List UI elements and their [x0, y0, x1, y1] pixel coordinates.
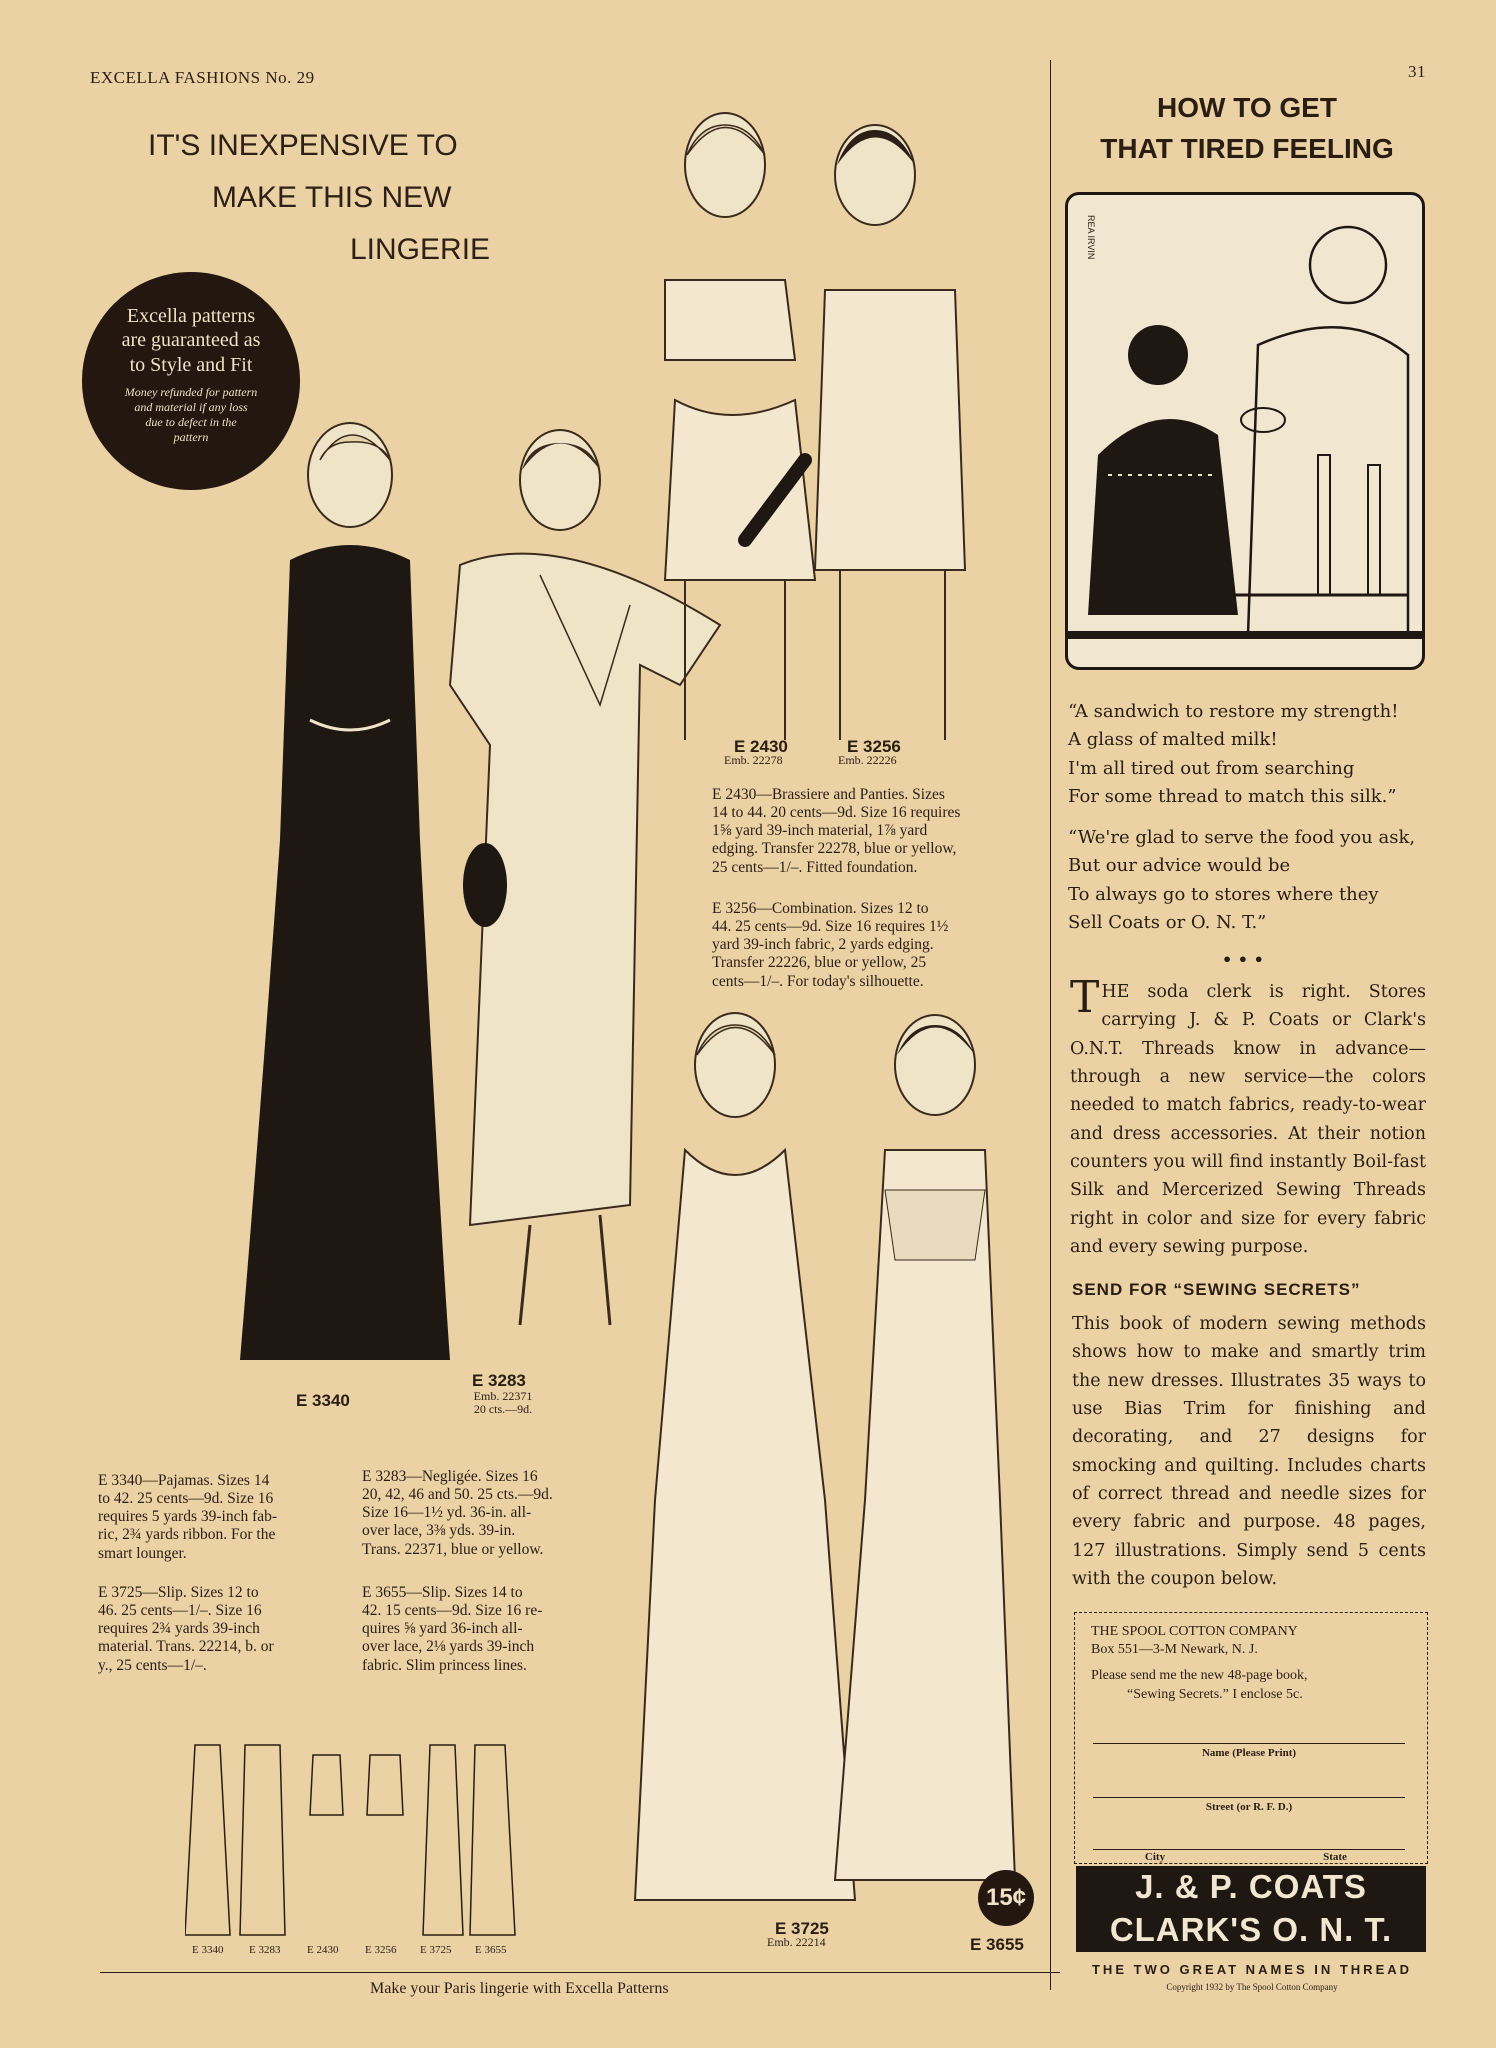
- brassiere-combination-illustration: [545, 100, 1045, 740]
- cartoon-drawing: [1068, 195, 1422, 667]
- city-label: City: [1144, 1851, 1166, 1863]
- desc-line: ric, 2¾ yards ribbon. For the: [98, 1526, 276, 1544]
- description-e3283: [362, 1468, 598, 1559]
- desc-line: edging. Transfer 22278, blue or yellow,: [712, 840, 957, 858]
- coupon-request-2: “Sewing Secrets.” I enclose 5c.: [1127, 1686, 1303, 1702]
- ad-body-text: HE soda clerk is right. Stores carrying J. & P. Coats or Clark's O.N.T. Threads know in advance—through a new service—the colors needed to match fabrics, ready-to-wear and dress accessories. At their notion counters you will find instantly Boil-fast Silk and Mercerized Sewing Threads right in color and size for every fabric and every sewing purpose.: [1070, 982, 1426, 1258]
- poem-line: “We're glad to serve the food you ask,: [1068, 827, 1416, 848]
- desc-line: 1⅝ yard 39-inch material, 1⅞ yard: [712, 822, 928, 840]
- brand-line-1: J. & P. COATS: [1135, 1868, 1367, 1905]
- figure-code-e3256: E 3256: [847, 737, 901, 756]
- coupon-box: Box 551—3-M Newark, N. J.: [1091, 1642, 1258, 1658]
- coupon-form: [1074, 1612, 1428, 1864]
- coupon-company: THE SPOOL COTTON COMPANY: [1091, 1624, 1298, 1639]
- ad-body-paragraph-1: [1070, 972, 1426, 1261]
- desc-line: material. Trans. 22214, b. or: [98, 1638, 274, 1656]
- brand-block: [1076, 1866, 1426, 1952]
- figure-e3283-price: 20 cts.—9d.: [473, 1401, 533, 1416]
- figure-e3283-emb: Emb. 22371: [473, 1389, 533, 1403]
- figure-e3725-emb: Emb. 22214: [767, 1935, 826, 1949]
- desc-line: y., 25 cents—1/–.: [98, 1656, 207, 1674]
- drop-cap: T: [1070, 972, 1100, 1023]
- desc-line: yard 39-inch fabric, 2 yards edging.: [712, 936, 934, 954]
- badge-fine-4: pattern: [173, 430, 209, 445]
- desc-line: E 3655—Slip. Sizes 14 to: [362, 1584, 523, 1601]
- description-e3725: [98, 1584, 336, 1675]
- desc-line: 20, 42, 46 and 50. 25 cts.—9d.: [362, 1486, 553, 1504]
- ad-copyright: Copyright 1932 by The Spool Cotton Company: [1166, 1982, 1338, 1992]
- desc-line: fabric. Slim princess lines.: [362, 1656, 527, 1674]
- thumb-label: E 3283: [249, 1944, 281, 1956]
- desc-line: 25 cents—1/–. Fitted foundation.: [712, 858, 918, 876]
- street-line[interactable]: [1093, 1797, 1405, 1798]
- figure-code-e3655: E 3655: [970, 1935, 1024, 1954]
- desc-line: 14 to 44. 20 cents—9d. Size 16 requires: [712, 804, 961, 822]
- desc-line: over lace, 2⅛ yards 39-inch: [362, 1638, 535, 1656]
- desc-line: 44. 25 cents—9d. Size 16 requires 1½: [712, 918, 949, 936]
- figure-e3283-details: [463, 1390, 543, 1415]
- desc-line: E 3725—Slip. Sizes 12 to: [98, 1584, 259, 1601]
- poem-line: I'm all tired out from searching: [1068, 757, 1355, 779]
- thumb-label: E 2430: [307, 1944, 339, 1956]
- badge-fine-3: due to defect in the: [145, 415, 237, 430]
- badge-line-3: to Style and Fit: [129, 353, 253, 376]
- figure-e3256-emb: Emb. 22226: [838, 753, 897, 767]
- state-label: State: [1323, 1851, 1347, 1863]
- price-badge: 15¢: [978, 1870, 1034, 1926]
- ad-headline-line-2: THAT TIRED FEELING: [1100, 132, 1394, 164]
- desc-line: Transfer 22226, blue or yellow, 25: [712, 954, 927, 972]
- figure-code-e3340: E 3340: [296, 1391, 350, 1410]
- poem-line: “A sandwich to restore my strength!: [1068, 701, 1399, 722]
- desc-line: E 3340—Pajamas. Sizes 14: [98, 1472, 270, 1489]
- poem-line: But our advice would be: [1068, 855, 1291, 877]
- desc-line: quires ⅝ yard 36-inch all-: [362, 1620, 523, 1638]
- page-number: 31: [1408, 62, 1426, 81]
- brand-line-2: CLARK'S O. N. T.: [1109, 1910, 1393, 1948]
- pattern-thumbnails: [185, 1735, 525, 1940]
- figure-code-e2430: E 2430: [734, 737, 788, 756]
- description-e3655: [362, 1584, 598, 1675]
- badge-line-2: are guaranteed as: [121, 329, 261, 352]
- ad-headline: [1062, 88, 1432, 169]
- poem-line: To always go to stores where they: [1068, 883, 1379, 905]
- ad-cartoon: [1065, 192, 1425, 670]
- slips-illustration: [615, 1000, 1035, 1960]
- thumb-label: E 3655: [475, 1944, 507, 1956]
- desc-line: E 3283—Negligée. Sizes 16: [362, 1468, 538, 1485]
- name-label: Name (Please Print): [1201, 1747, 1297, 1759]
- desc-line: 42. 15 cents—9d. Size 16 re-: [362, 1602, 543, 1620]
- poem-line: For some thread to match this silk.”: [1068, 785, 1397, 807]
- footer-text: Make your Paris lingerie with Excella Patterns: [370, 1980, 669, 1997]
- poem-line: Sell Coats or O. N. T.”: [1068, 911, 1267, 933]
- figure-code-e3283: E 3283: [472, 1371, 526, 1390]
- footer-rule: [100, 1972, 1060, 1973]
- desc-line: to 42. 25 cents—9d. Size 16: [98, 1490, 274, 1508]
- brand-tagline: THE TWO GREAT NAMES IN THREAD: [1091, 1962, 1413, 1977]
- name-line[interactable]: [1093, 1743, 1405, 1744]
- headline-line-1: IT'S INEXPENSIVE TO: [148, 129, 458, 162]
- headline-line-2: MAKE THIS NEW: [212, 181, 452, 214]
- description-e3256: [712, 900, 1030, 991]
- desc-line: requires 5 yards 39-inch fab-: [98, 1508, 278, 1526]
- badge-fine-1: Money refunded for pattern: [124, 385, 258, 400]
- ad-headline-line-1: HOW TO GET: [1157, 92, 1337, 123]
- street-label: Street (or R. F. D.): [1205, 1801, 1293, 1813]
- figure-e2430-emb: Emb. 22278: [724, 753, 783, 767]
- desc-line: cents—1/–. For today's silhouette.: [712, 972, 924, 990]
- thumb-label: E 3340: [192, 1944, 224, 1956]
- column-divider: [1050, 60, 1051, 1990]
- desc-line: requires 2¾ yards 39-inch: [98, 1620, 260, 1638]
- badge-line-1: Excella patterns: [126, 305, 256, 327]
- ad-separator-dots: • • •: [1222, 950, 1264, 969]
- coupon-request-1: Please send me the new 48-page book,: [1091, 1668, 1308, 1684]
- desc-line: E 3256—Combination. Sizes 12 to: [712, 900, 929, 917]
- thumb-label: E 3725: [420, 1944, 452, 1956]
- desc-line: smart lounger.: [98, 1544, 187, 1562]
- city-state-line[interactable]: [1093, 1849, 1405, 1850]
- description-e2430: [712, 786, 1030, 877]
- thumb-label: E 3256: [365, 1944, 397, 1956]
- desc-line: over lace, 3⅜ yds. 39-in.: [362, 1522, 516, 1540]
- badge-fine-2: and material if any loss: [134, 400, 248, 415]
- ad-poem-1: [1068, 698, 1438, 811]
- running-header: EXCELLA FASHIONS No. 29: [90, 68, 315, 87]
- headline-line-3: LINGERIE: [350, 233, 491, 266]
- figure-code-e3725: E 3725: [775, 1919, 829, 1938]
- cartoon-signature: REA IRVIN: [1086, 215, 1096, 260]
- ad-subhead: SEND FOR “SEWING SECRETS”: [1072, 1280, 1361, 1299]
- ad-poem-2: [1068, 824, 1448, 937]
- poem-line: A glass of malted milk!: [1068, 729, 1278, 751]
- desc-line: E 2430—Brassiere and Panties. Sizes: [712, 786, 945, 803]
- desc-line: Trans. 22371, blue or yellow.: [362, 1540, 544, 1558]
- ad-body-paragraph-2: This book of modern sewing methods shows how to make and smartly trim the new dresses. Illustrates 35 ways to use Bias Trim for finishing and decorating, and 27 designs for smocking and quilting. Includes charts of correct thread and needle sizes for every fabric and purpose. 48 pages, 127 illustrations. Simply send 5 cents with the coupon below.: [1072, 1314, 1426, 1590]
- desc-line: Size 16—1½ yd. 36-in. all-: [362, 1504, 532, 1522]
- description-e3340: [98, 1472, 336, 1563]
- desc-line: 46. 25 cents—1/–. Size 16: [98, 1602, 262, 1620]
